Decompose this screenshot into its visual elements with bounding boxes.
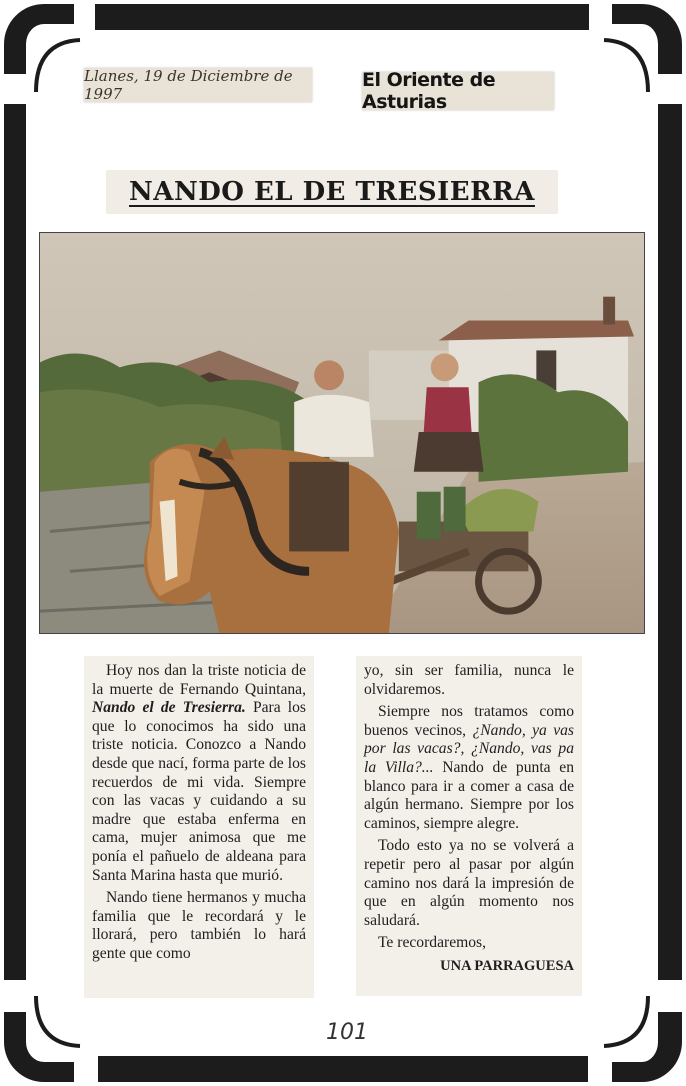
article-column-2 xyxy=(356,656,582,996)
article-paragraph: Todo esto ya no se volverá a repetir pero al pasar por algún camino nos dará la impresión de que en algún momento nos saludará. xyxy=(364,837,574,929)
article-text: Siempre nos tratamos como buenos vecinos, xyxy=(364,703,574,739)
article-paragraph: yo, sin ser familia, nunca le olvidaremos. xyxy=(364,662,574,698)
dateline-clipping: Llanes, 19 de Diciembre de 1997 xyxy=(84,68,312,102)
article-signature: UNA PARRAGUESA xyxy=(440,957,574,974)
article-photo xyxy=(39,232,645,634)
article-name-emphasis: Nando el de Tresierra. xyxy=(92,699,246,717)
article-paragraph xyxy=(364,703,574,833)
article-paragraph: Nando tiene hermanos y mucha familia que le recordará y le llorará, pero también lo hará gente que como xyxy=(92,889,306,962)
article-quote: ¿Nando, ya vas por las vacas?, ¿Nando, vas pa la Villa?... xyxy=(364,721,574,776)
handwritten-page-number: 101 xyxy=(326,1020,368,1045)
article-text: Para los que lo conocimos ha sido una triste noticia. Conozco a Nando desde que nací, forma parte de los recuerdos de mi vida. Siempre con las vacas y cuidando a su madre que estaba enferma en cama, mujer animosa que me ponía el pañuelo de aldeana para Santa Marina hasta que murió. xyxy=(92,699,306,884)
article-text: Nando de punta en blanco para ir a comer a casa de algún hermano. Siempre por los caminos, siempre alegre. xyxy=(364,758,574,832)
article-column-1 xyxy=(84,656,314,998)
article-paragraph xyxy=(92,662,306,885)
headline-clipping xyxy=(106,170,558,214)
article-closing: Te recordaremos, xyxy=(378,934,487,952)
newspaper-name-clipping: El Oriente de Asturias xyxy=(362,72,554,110)
article-text: Hoy nos dan la triste noticia de la muerte de Fernando Quintana, xyxy=(92,662,306,698)
headline: NANDO EL DE TRESIERRA xyxy=(129,177,535,207)
